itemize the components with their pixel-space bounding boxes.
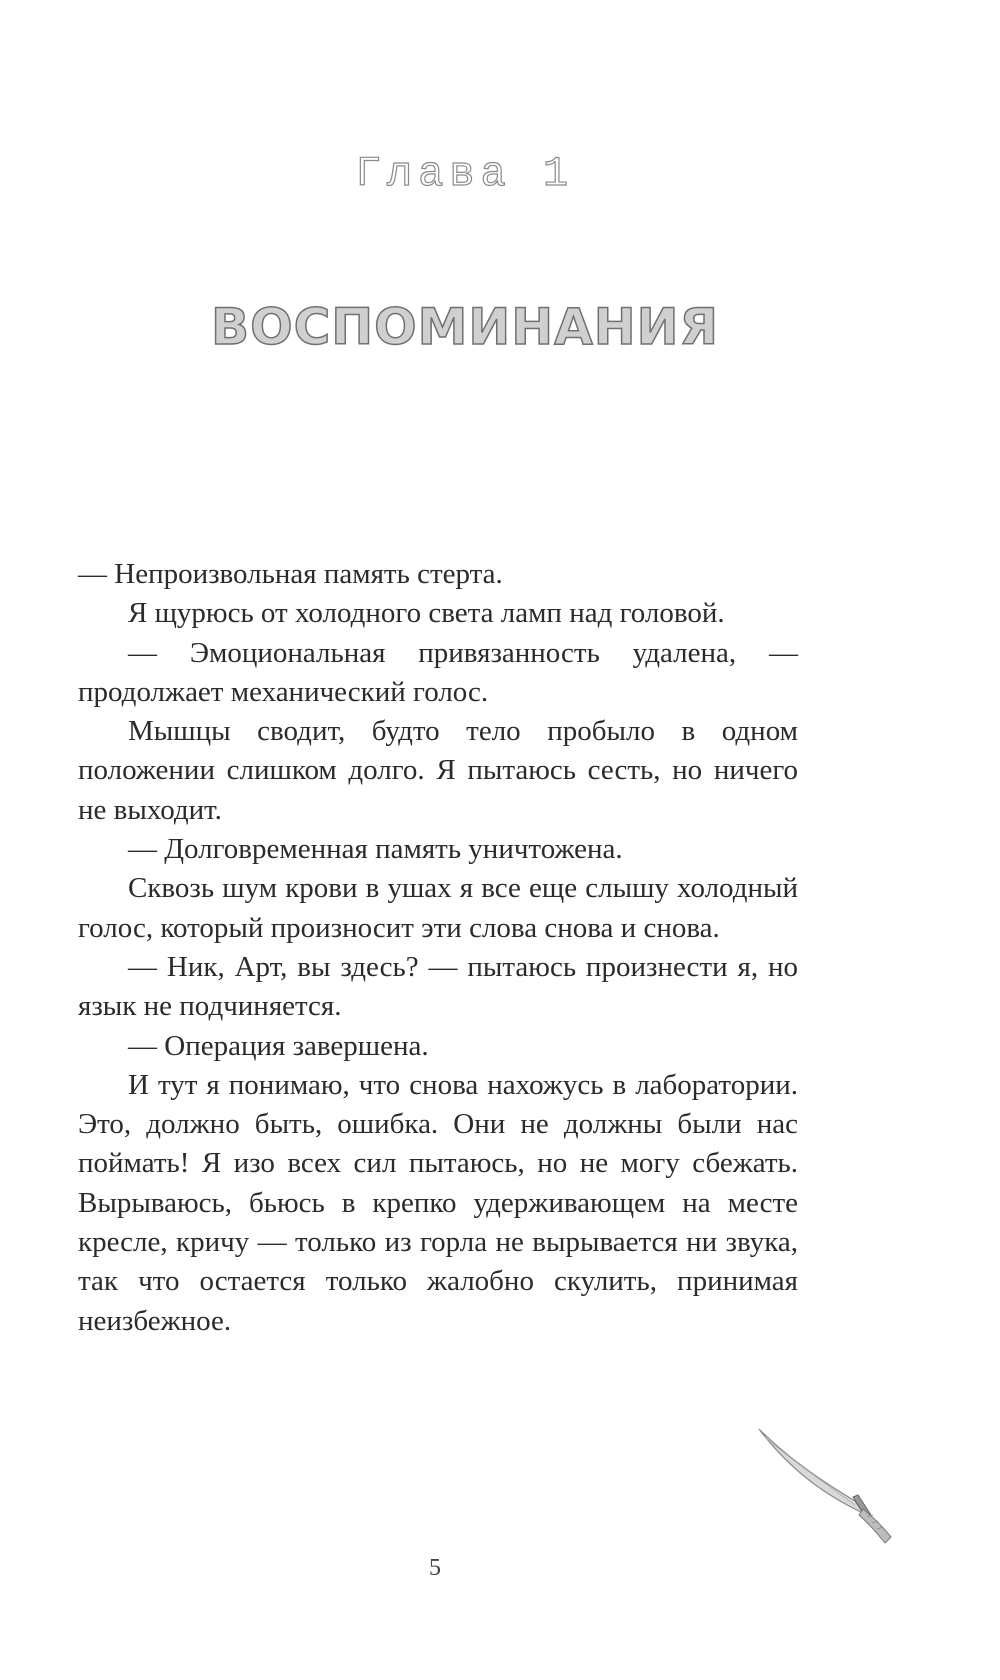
knife-icon (755, 1425, 895, 1545)
paragraph: И тут я понимаю, что снова нахожусь в лаборатории. Это, должно быть, ошибка. Они не должны были нас поймать! Я изо всех сил пытаюсь, но не могу сбежать. Вырываюсь, бьюсь в крепко удерживающем на месте кресле, кричу — только из горла не вырывается ни звука, так что остается только жалобно скулить, принимая неизбежное. (78, 1068, 798, 1337)
chapter-text (78, 555, 798, 1341)
paragraph: Мышцы сводит, будто тело пробыло в одном положении слишком долго. Я пытаюсь сесть, но ничего не выходит. (78, 715, 798, 826)
paragraph: Сквозь шум крови в ушах я все еще слышу холодный голос, который произносит эти слова снова и снова. (78, 872, 798, 944)
paragraph: — Эмоциональная привязанность удалена, — продолжает механический голос. (78, 636, 798, 708)
page-number: 5 (429, 1555, 441, 1581)
paragraph: — Непроизвольная память стерта. (78, 558, 503, 590)
chapter-label: Глава 1 (355, 150, 575, 198)
paragraph: — Операция завершена. (128, 1029, 429, 1062)
paragraph: Я щурюсь от холодного света ламп над головой. (128, 597, 725, 630)
paragraph: — Ник, Арт, вы здесь? — пытаюсь произнести я, но язык не подчиняется. (78, 950, 798, 1023)
chapter-title: ВОСПОМИНАНИЯ (211, 298, 719, 356)
paragraph: — Долговременная память уничтожена. (128, 833, 623, 866)
